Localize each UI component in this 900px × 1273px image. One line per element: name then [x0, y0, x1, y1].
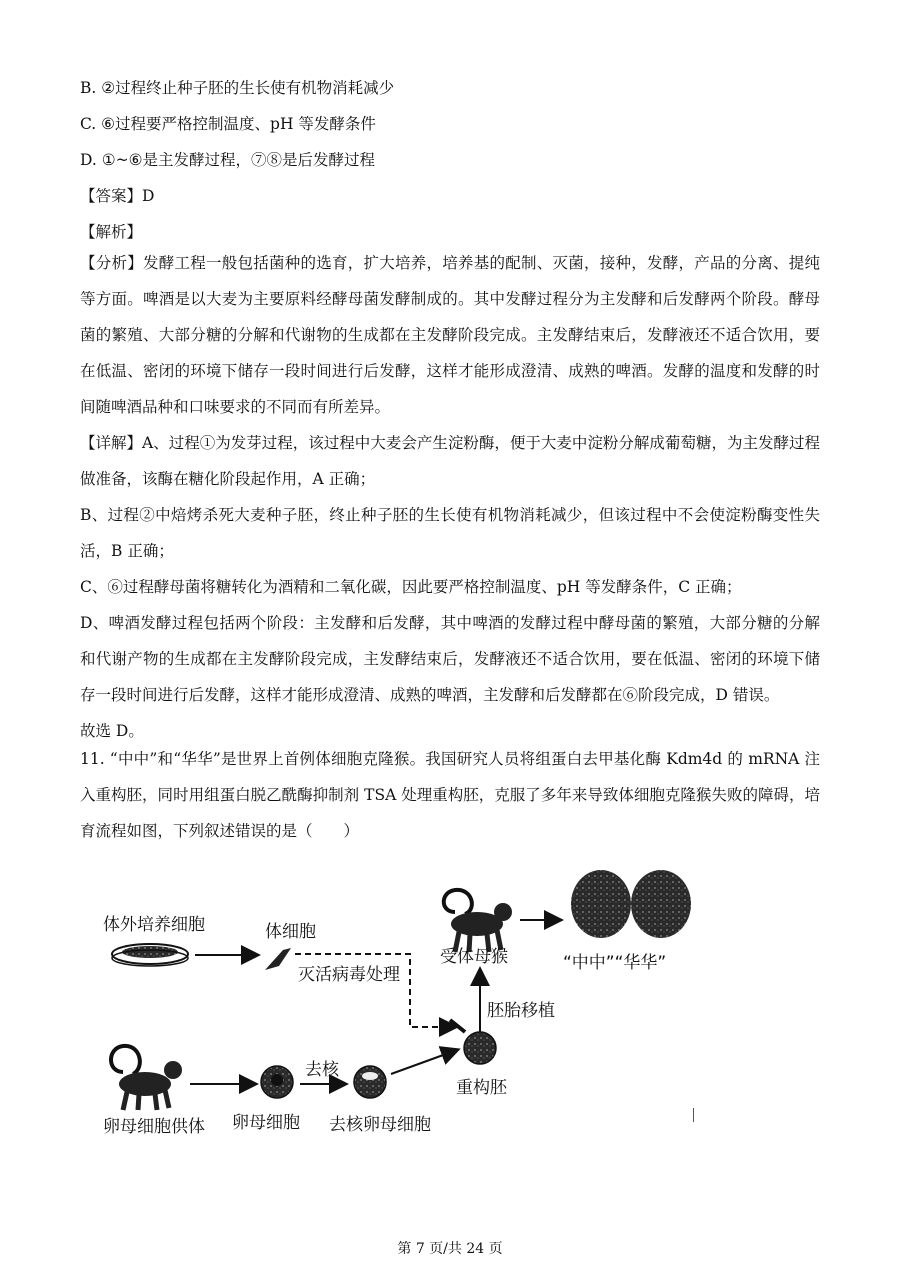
label-enucleation: 去核 [305, 1060, 339, 1080]
clones-photo [567, 868, 695, 940]
analysis-paragraph: 【分析】发酵工程一般包括菌种的选育，扩大培养，培养基的配制、灭菌，接种，发酵，产品的分离、提纯等方面。啤酒是以大麦为主要原料经酵母菌发酵制成的。其中发酵过程分为主发酵和后发酵两个阶段。酵母菌的繁殖、大部分糖的分解和代谢物的生成都在主发酵阶段完成。主发酵结束后，发酵液还不适合饮用，要在低温、密闭的环境下储存一段时间进行后发酵，这样才能形成澄清、成熟的啤酒。发酵的温度和发酵的时间随啤酒品种和口味要求的不同而有所差异。 [80, 254, 820, 416]
label-donor: 卵母细胞供体 [103, 1117, 205, 1137]
conclusion: 故选 D。 [80, 722, 144, 740]
label-somatic-cell: 体细胞 [265, 922, 316, 942]
arrow-to-reconstructed-embryo [391, 1050, 457, 1074]
label-enucleated-oocyte: 去核卵母细胞 [329, 1115, 431, 1135]
label-virus-treatment: 灭活病毒处理 [298, 965, 400, 985]
answer: 【答案】D [80, 187, 155, 205]
analysis-heading: 【解析】 [80, 223, 143, 241]
enucleated-oocyte-icon [354, 1066, 386, 1098]
page-footer: 第 7 页/共 24 页 [397, 1241, 503, 1257]
detail-b: B、过程②中焙烤杀死大麦种子胚，终止种子胚的生长使有机物消耗减少，但该过程中不会使淀粉酶变性失活，B 正确； [80, 506, 820, 560]
label-reconstructed-embryo: 重构胚 [456, 1078, 507, 1098]
label-recipient-monkey: 受体母猴 [440, 947, 508, 967]
oocyte-icon [261, 1066, 293, 1098]
option-b: B. ②过程终止种子胚的生长使有机物消耗减少 [80, 79, 395, 97]
detail-c: C、⑥过程酵母菌将糖转化为酒精和二氧化碳，因此要严格控制温度、pH 等发酵条件，C 正确； [80, 578, 742, 596]
cloning-flow-diagram [95, 862, 735, 1142]
label-oocyte: 卵母细胞 [232, 1113, 300, 1133]
reconstructed-embryo-icon [450, 1020, 496, 1064]
monkey-icon [111, 1046, 182, 1110]
label-culture-cells: 体外培养细胞 [103, 915, 205, 935]
label-embryo-transfer: 胚胎移植 [487, 1001, 555, 1021]
detail-d: D、啤酒发酵过程包括两个阶段：主发酵和后发酵，其中啤酒的发酵过程中酵母菌的繁殖，大部分糖的分解和代谢产物的生成都在主发酵阶段完成，主发酵结束后，发酵液还不适合饮用，要在低温、密闭的环境下储存一段时间进行后发酵，这样才能形成澄清、成熟的啤酒，主发酵和后发酵都在⑥阶段完成，D 错误。 [80, 614, 820, 704]
option-c: C. ⑥过程要严格控制温度、pH 等发酵条件 [80, 115, 376, 133]
petri-dish-icon [112, 944, 188, 966]
label-clones: “中中”“华华” [563, 953, 667, 973]
somatic-cell-icon [265, 948, 291, 970]
stray-mark [693, 1108, 694, 1122]
question-11: 11. “中中”和“华华”是世界上首例体细胞克隆猴。我国研究人员将组蛋白去甲基化酶 Kdm4d 的 mRNA 注入重构胚，同时用组蛋白脱乙酰酶抑制剂 TSA 处理重构胚，克服了多年来导致体细胞克隆猴失败的障碍，培育流程如图，下列叙述错误的是（ ） [80, 750, 820, 840]
detail-a: 【详解】A、过程①为发芽过程，该过程中大麦会产生淀粉酶，便于大麦中淀粉分解成葡萄糖，为主发酵过程做准备，该酶在糖化阶段起作用，A 正确； [80, 434, 820, 488]
option-d: D. ①~⑥是主发酵过程，⑦⑧是后发酵过程 [80, 151, 376, 169]
